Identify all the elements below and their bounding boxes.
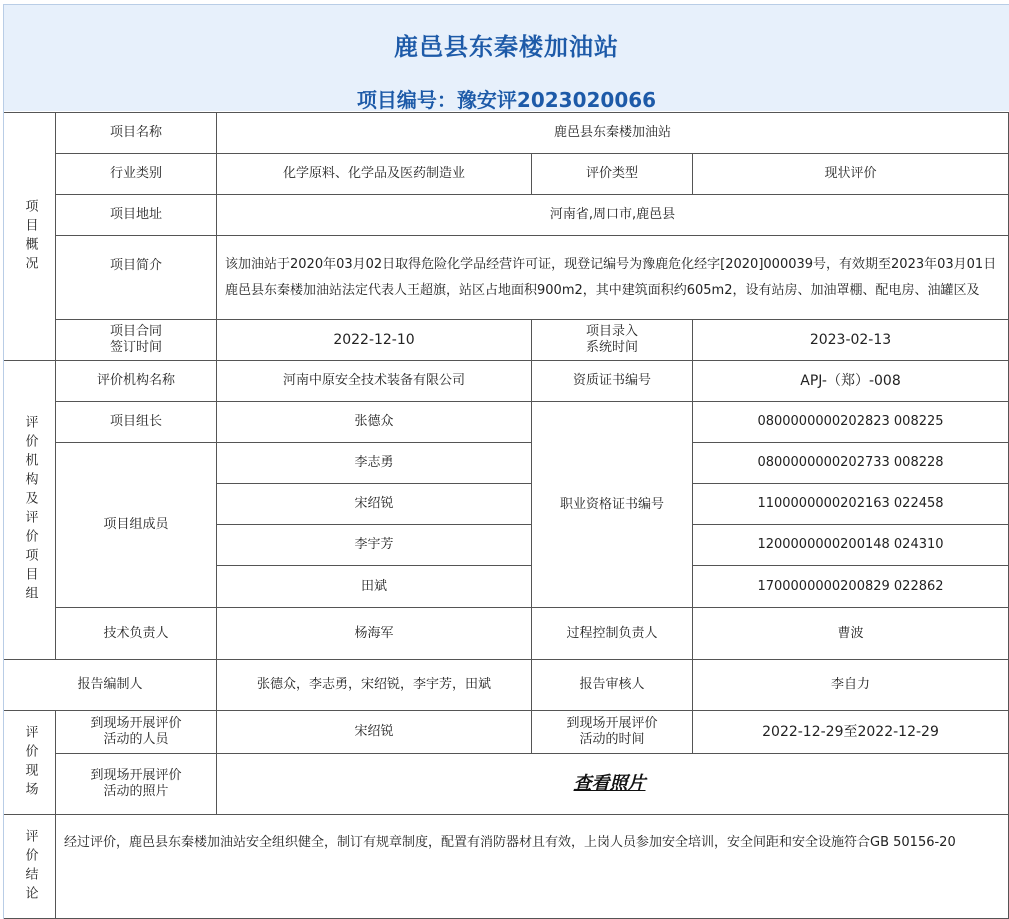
label-agency: 评价机构名称 (56, 361, 217, 402)
label-site-photos-line2: 活动的照片 (103, 784, 169, 799)
label-report-compiler: 报告编制人 (4, 660, 217, 711)
section-label-conclusion-text: 评价结论 (22, 828, 38, 905)
section-label-org-text: 评价机构及评价项目组 (22, 415, 38, 605)
view-photos-link[interactable]: 查看照片 (573, 773, 646, 794)
label-site-photos-line1: 到现场开展评价 (90, 768, 182, 783)
value-contract-date: 2022-12-10 (217, 320, 532, 361)
value-entry-date: 2023-02-13 (693, 320, 1009, 361)
label-site-people (56, 711, 217, 754)
section-label-overview (4, 113, 56, 361)
value-tech-lead: 杨海军 (217, 608, 532, 660)
member-name: 田斌 (217, 566, 532, 608)
member-cert: 0800000000202733 008228 (693, 443, 1009, 484)
section-label-conclusion (4, 815, 56, 919)
label-eval-type: 评价类型 (532, 154, 693, 195)
label-contract-date-line2: 签订时间 (109, 340, 162, 355)
intro-line-1: 该加油站于2020年03月02日取得危险化学品经营许可证，现登记编号为豫鹿危化经字[2020]000039号，有效期至2023年03月01日 (225, 257, 997, 272)
project-number: 项目编号：豫安评2023020066 (356, 88, 657, 112)
label-site-time-line2: 活动的时间 (579, 732, 645, 747)
member-name: 李志勇 (217, 443, 532, 484)
value-team-leader: 张德众 (217, 402, 532, 443)
value-conclusion: 经过评价，鹿邑县东秦楼加油站安全组织健全，制订有规章制度，配置有消防器材且有效，上岗人员参加安全培训，安全间距和安全设施符合GB 50156-20 (56, 815, 1009, 919)
label-address: 项目地址 (56, 195, 217, 236)
label-qualification-cert: 资质证书编号 (532, 361, 693, 402)
value-site-people: 宋绍锐 (217, 711, 532, 754)
section-label-site (4, 711, 56, 815)
label-team-members: 项目组成员 (56, 443, 217, 608)
label-entry-date (532, 320, 693, 361)
label-industry: 行业类别 (56, 154, 217, 195)
member-cert: 1700000000200829 022862 (693, 566, 1009, 608)
label-contract-date (56, 320, 217, 361)
label-site-time (532, 711, 693, 754)
label-process-control: 过程控制负责人 (532, 608, 693, 660)
member-name: 宋绍锐 (217, 484, 532, 525)
member-cert: 1200000000200148 024310 (693, 525, 1009, 566)
label-site-people-line2: 活动的人员 (103, 732, 169, 747)
label-site-time-line1: 到现场开展评价 (566, 716, 658, 731)
value-leader-cert: 0800000000202823 008225 (693, 402, 1009, 443)
value-report-reviewer: 李自力 (693, 660, 1009, 711)
intro-line-2: 鹿邑县东秦楼加油站法定代表人王超旗，站区占地面积900m2，其中建筑面积约605m2，设有站房、加油罩棚、配电房、油罐区及 (225, 283, 980, 298)
value-eval-type: 现状评价 (693, 154, 1009, 195)
label-site-photos (56, 754, 217, 815)
member-name: 李宇芳 (217, 525, 532, 566)
label-entry-date-line1: 项目录入 (585, 324, 638, 339)
header-banner (4, 5, 1009, 111)
value-report-compiler: 张德众，李志勇，宋绍锐，李宇芳，田斌 (217, 660, 532, 711)
section-label-overview-text: 项目概况 (22, 198, 38, 275)
value-qualification-cert: APJ-（郑）-008 (693, 361, 1009, 402)
section-label-site-text: 评价现场 (22, 724, 38, 801)
value-intro (217, 236, 1009, 320)
value-agency: 河南中原安全技术装备有限公司 (217, 361, 532, 402)
label-contract-date-line1: 项目合同 (109, 324, 162, 339)
label-team-leader: 项目组长 (56, 402, 217, 443)
label-professional-cert: 职业资格证书编号 (532, 402, 693, 608)
label-entry-date-line2: 系统时间 (585, 340, 638, 355)
section-label-org (4, 361, 56, 660)
value-process-control: 曹波 (693, 608, 1009, 660)
value-project-name: 鹿邑县东秦楼加油站 (217, 113, 1009, 154)
label-project-name: 项目名称 (56, 113, 217, 154)
label-site-people-line1: 到现场开展评价 (90, 716, 182, 731)
value-site-time: 2022-12-29至2022-12-29 (693, 711, 1009, 754)
label-intro: 项目简介 (56, 236, 217, 320)
page-title: 鹿邑县东秦楼加油站 (394, 33, 619, 61)
member-cert: 1100000000202163 022458 (693, 484, 1009, 525)
site-photos-cell (217, 754, 1009, 815)
value-address: 河南省,周口市,鹿邑县 (217, 195, 1009, 236)
value-industry: 化学原料、化学品及医药制造业 (217, 154, 532, 195)
label-tech-lead: 技术负责人 (56, 608, 217, 660)
label-report-reviewer: 报告审核人 (532, 660, 693, 711)
